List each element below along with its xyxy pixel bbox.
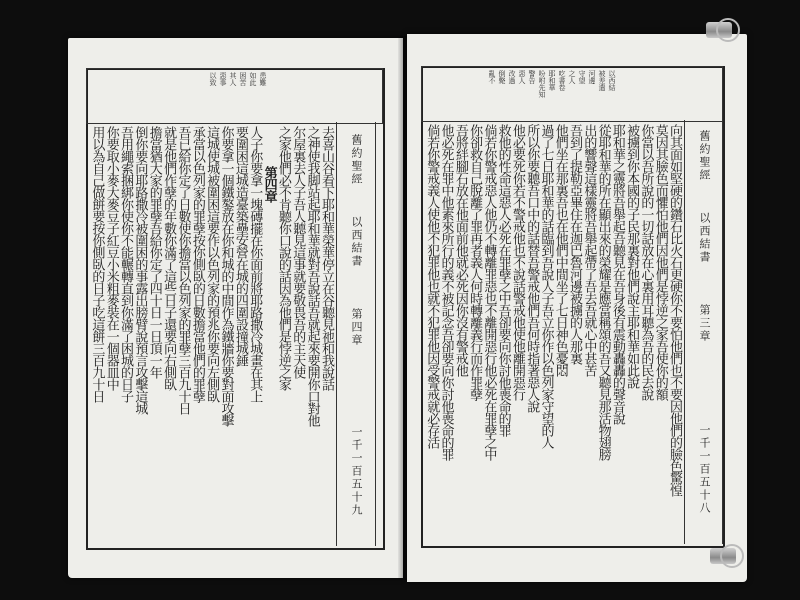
text-column: 你當以吾所說的一切話放在心裏用耳聽為吾的民去說 (638, 124, 654, 400)
text-column: 他必要死你若不警戒他也不說話警戒他使他離開惡行 (509, 124, 525, 400)
text-column: 你要取小麥大麥豆子紅豆小米粗麥裝在一個器皿中 (103, 126, 119, 390)
margin-note: 耶和華 (548, 70, 556, 91)
margin-note: 困苦 (239, 72, 247, 86)
text-column: 從耶和華的所在顯出來的榮耀是應當稱頌的吾又聽見那活物翅膀 (595, 124, 611, 460)
right-page-number: 一千一百五十八 (698, 424, 711, 515)
text-column: 他們坐在那裏吾也在他們中間坐了七日神色憂悶 (552, 124, 568, 376)
text-column: 這城使城被圍困這要作以色列家的預兆你要向左側臥 (204, 126, 220, 402)
margin-note: 如此 (249, 72, 257, 86)
left-header-book: 以西結書 (350, 216, 363, 268)
margin-note: 以致 (209, 72, 217, 86)
text-column: 他必死在罪中他素來所行的義不被記念吾卻要向你討他喪命的罪 (438, 124, 454, 460)
text-column: 要圍困這城造臺築壘安營在城的四圍設撞城錘 (232, 126, 248, 366)
text-column: 倘若你警戒義人使他不犯罪他也就不犯罪他因受警戒就必存活 (424, 124, 440, 448)
left-page-number: 一千一百五十九 (350, 426, 363, 517)
right-header-chapter: 第三章 (698, 304, 711, 343)
text-column: 出的響聲這樣靈將吾舉起帶了吾去吾就心中甚苦 (581, 124, 597, 376)
text-column: 就是他們作孽的年數你滿了這些日子還要向右側臥 (161, 126, 177, 390)
margin-note: 惡人 (518, 70, 526, 84)
text-column: 尔屋裏去人子吾人聽見這事就要敬畏吾的主天使 (290, 126, 306, 378)
margin-note: 倒斃 (498, 70, 506, 84)
text-column: 承當以色列家的罪孽按你側臥的日數擔當他們的罪孽 (189, 126, 205, 402)
text-column: 去喜山谷看下耶和華榮華停立在谷聽見祂和我說話 (318, 126, 334, 390)
text-column: 你卻救自己脫離了罪再者義人何時轉離義行而作罪孽 (467, 124, 483, 400)
margin-note: 改過 (508, 70, 516, 84)
text-column: 救他的性命這惡人必死在罪孽之中吾卻要向你討他喪命的罪 (495, 124, 511, 436)
text-column: 過了七日耶和華的話臨到吾說人子吾立你作以色列家守望的人 (538, 124, 554, 448)
text-column: 耶和華之靈將吾舉起吾聽見在吾身後有震動轟轟的聲音說 (609, 124, 625, 424)
text-column: 之神使我脚站起耶和華就對吾說話吾就起來要開你口對他 (304, 126, 320, 426)
text-column: 吾已給你定了日數使你擔當以色列家的罪孽三百九十日 (175, 126, 191, 414)
text-column: 第四章 (261, 166, 277, 202)
binder-clip-top (706, 22, 732, 38)
margin-note: 守望 (578, 70, 586, 84)
text-column: 吾將絆腳石放在他面前他就必死因你沒有警戒他 (452, 124, 468, 376)
text-column: 用以為自己做餅要按你側臥的日子吃這餅三百九十日 (89, 126, 105, 402)
left-header-chapter: 第四章 (350, 308, 363, 347)
margin-note: 以西結 (608, 70, 616, 91)
margin-note: 吃書卷 (558, 70, 566, 91)
text-column: 擔當猶大家的罪孽吾給你定了四十日一日頂一年 (146, 126, 162, 378)
text-column: 之家他們必不肯聽你口說的話因為他們是悖逆之家 (275, 126, 291, 390)
margin-note: 惡事 (219, 72, 227, 86)
text-column: 你要拿一個鐵鏊放在你和城的中間作為鐵牆你要對面攻擊 (218, 126, 234, 426)
binder-clip-bottom (710, 548, 736, 564)
open-book (60, 30, 750, 585)
text-column: 倘若你警戒惡人他仍不轉離罪惡也不離開惡行他必死在罪孽之中 (481, 124, 497, 460)
margin-note: 被差遣 (598, 70, 606, 91)
margin-note: 警告 (528, 70, 536, 84)
text-column: 莫因其臉色而懼怕他們因他們是悖逆之家吾使你的額 (652, 124, 668, 400)
left-header-title: 舊約聖經 (350, 134, 363, 186)
margin-note: 其人 (229, 72, 237, 86)
right-header-title: 舊約聖經 (698, 130, 711, 182)
text-column: 人子你要拿一塊磚擺在你面前將耶路撒冷城畫在其上 (247, 126, 263, 402)
margin-note: 亂不 (488, 70, 496, 84)
text-column: 吾到了提勒亞畢住在迦巴魯河邊被擄的人那裏 (567, 124, 583, 364)
margin-note: 河邊 (588, 70, 596, 84)
right-header-book: 以西結書 (698, 212, 711, 264)
right-page (407, 34, 747, 582)
text-column: 吾用繩索捆綁你使你不能輾轉直到你滿了困城的日子 (118, 126, 134, 402)
text-column: 所以你要聽吾口中的話替吾警戒他們吾何時指著惡人說 (524, 124, 540, 412)
margin-note: 吩咐先知 (538, 70, 546, 98)
margin-note: 患難 (259, 72, 267, 86)
text-column: 向其面如堅硬的鑽石比火石更硬你不要怕他們也不要因他們的臉色驚惶 (666, 124, 682, 496)
margin-note: 之人 (568, 70, 576, 84)
text-column: 被擄到你本國的子民那裏對他們說主耶和華如此說 (624, 124, 640, 388)
left-page (68, 38, 403, 578)
text-column: 倒你要向耶路撒冷被圍困的事露出膀臂說預言攻擊這城 (132, 126, 148, 414)
